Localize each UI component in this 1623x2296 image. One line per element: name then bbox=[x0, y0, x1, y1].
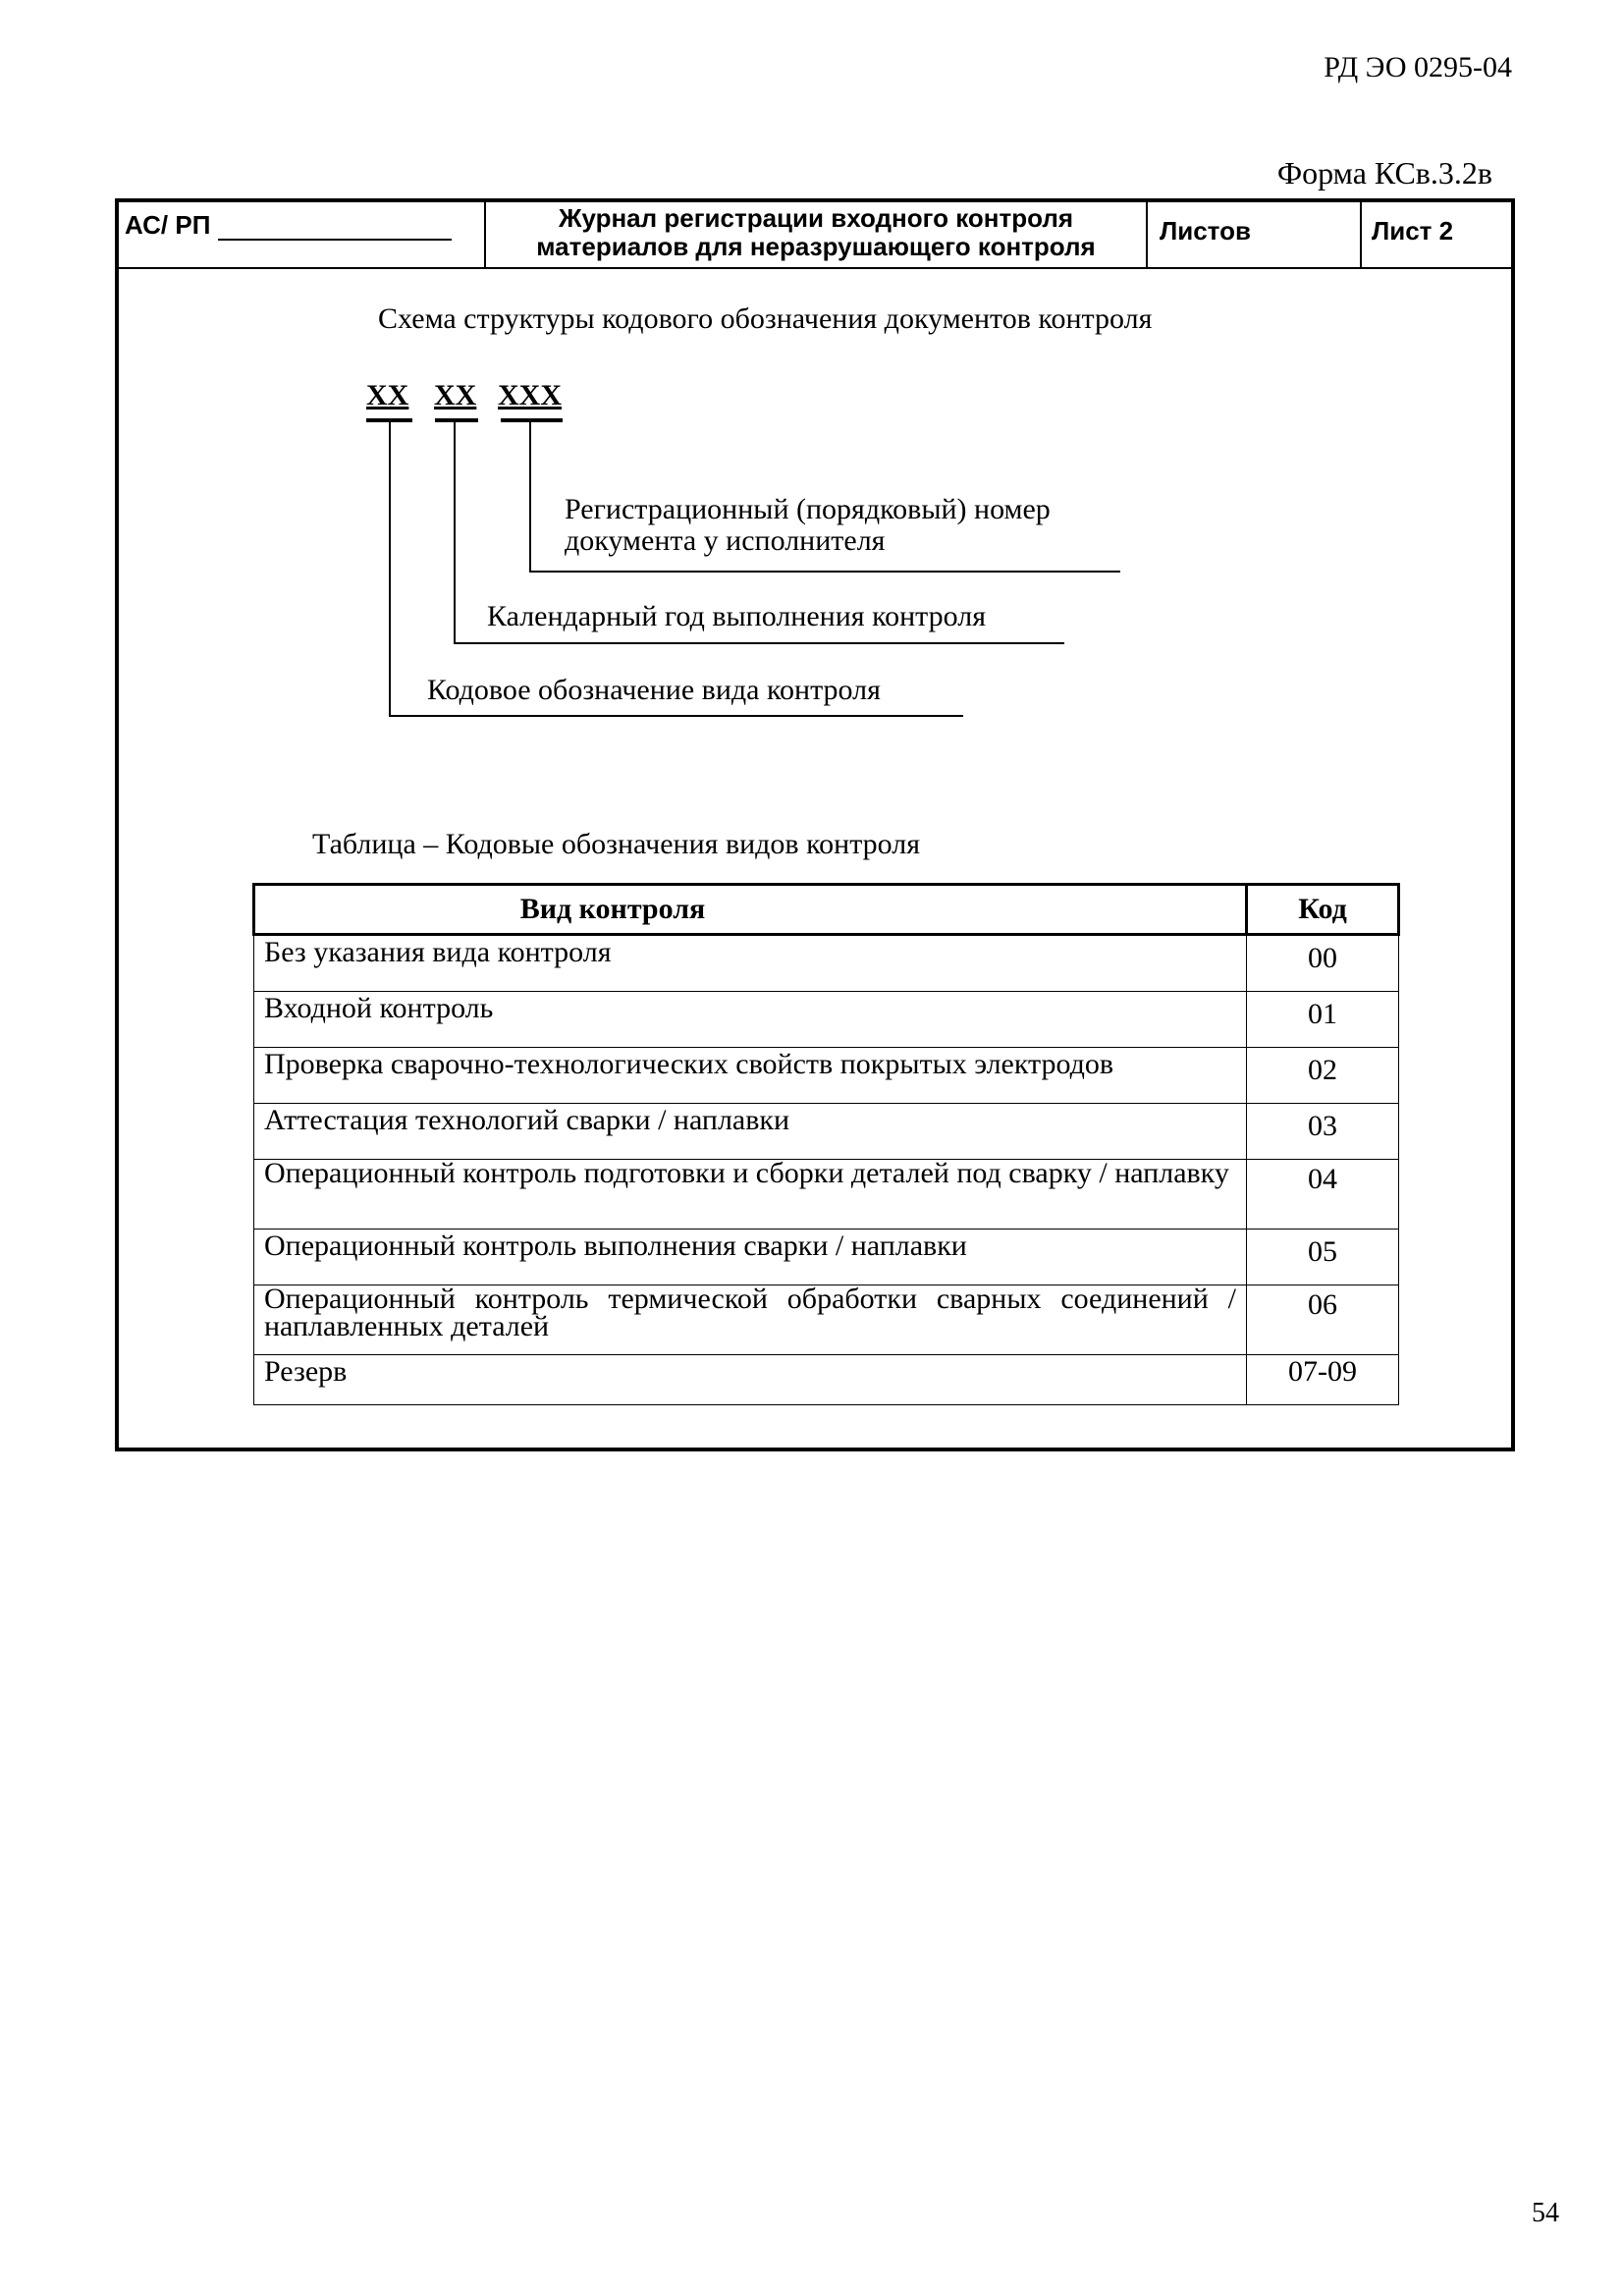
page-number: 54 bbox=[1532, 2198, 1559, 2228]
scheme-title: Схема структуры кодового обозначения документов контроля bbox=[378, 302, 1153, 335]
cell-code: 03 bbox=[1247, 1104, 1399, 1160]
code-part-type: XX bbox=[366, 379, 409, 411]
cell-code: 07-09 bbox=[1247, 1355, 1399, 1405]
cell-type: Проверка сварочно-технологических свойств покрытых электродов bbox=[254, 1048, 1247, 1104]
table-row bbox=[254, 1104, 1399, 1160]
cell-code: 02 bbox=[1247, 1048, 1399, 1104]
leader-line-type bbox=[390, 422, 963, 716]
cell-code: 01 bbox=[1247, 992, 1399, 1048]
label-registration-line2: документа у исполнителя bbox=[565, 524, 886, 557]
cell-type: Операционный контроль подготовки и сборки деталей под сварку / наплавку bbox=[254, 1160, 1247, 1230]
form-label: Форма КСв.3.2в bbox=[1276, 155, 1492, 191]
column-header-code: Код bbox=[1247, 885, 1399, 935]
cell-type: Входной контроль bbox=[254, 992, 1247, 1048]
document-code: РД ЭО 0295-04 bbox=[1324, 51, 1512, 83]
table-row bbox=[254, 1048, 1399, 1104]
cell-type: Без указания вида контроля bbox=[254, 935, 1247, 992]
cell-type: Аттестация технологий сварки / наплавки bbox=[254, 1104, 1247, 1160]
sheet-number-label: Лист 2 bbox=[1372, 216, 1454, 246]
table-row bbox=[254, 1160, 1399, 1230]
code-part-number: XXX bbox=[498, 379, 562, 411]
cell-code: 05 bbox=[1247, 1230, 1399, 1285]
code-part-year: XX bbox=[434, 379, 477, 411]
journal-title-line2: материалов для неразрушающего контроля bbox=[536, 232, 1096, 261]
cell-type: Резерв bbox=[254, 1355, 1247, 1405]
control-codes-table bbox=[252, 883, 1400, 1405]
sheets-count-label: Листов bbox=[1160, 216, 1251, 246]
cell-type: Операционный контроль термической обработки сварных соединений / наплавленных деталей bbox=[254, 1285, 1247, 1355]
table-caption: Таблица – Кодовые обозначения видов контроля bbox=[312, 828, 921, 860]
table-row bbox=[254, 1230, 1399, 1285]
table-row bbox=[254, 935, 1399, 992]
table-row bbox=[254, 1285, 1399, 1355]
label-year: Календарный год выполнения контроля bbox=[487, 600, 987, 632]
label-registration-line1: Регистрационный (порядковый) номер bbox=[565, 493, 1051, 525]
table-row bbox=[254, 992, 1399, 1048]
cell-code: 04 bbox=[1247, 1160, 1399, 1230]
label-type: Кодовое обозначение вида контроля bbox=[427, 674, 881, 706]
table-header-row bbox=[254, 885, 1399, 935]
journal-title-line1: Журнал регистрации входного контроля bbox=[558, 203, 1074, 233]
column-header-type: Вид контроля bbox=[254, 885, 1247, 935]
cell-code: 06 bbox=[1247, 1285, 1399, 1355]
table-row bbox=[254, 1355, 1399, 1405]
cell-type: Операционный контроль выполнения сварки / наплавки bbox=[254, 1230, 1247, 1285]
as-rp-label: АС/ РП bbox=[125, 210, 211, 240]
cell-code: 00 bbox=[1247, 935, 1399, 992]
